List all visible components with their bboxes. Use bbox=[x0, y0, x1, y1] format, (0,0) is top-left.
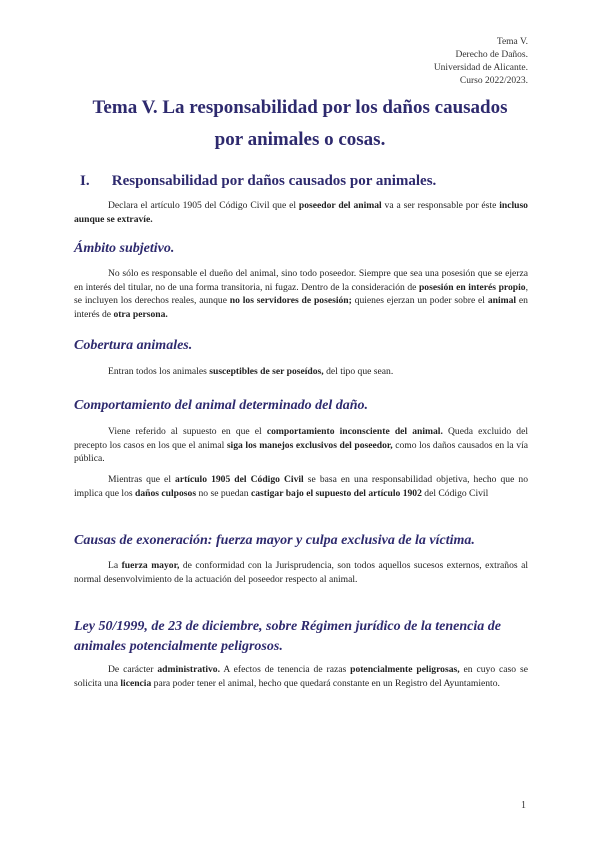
paragraph-responsabilidad-objetiva bbox=[74, 473, 528, 500]
bold-run: castigar bajo el supuesto del artículo 1902 bbox=[250, 487, 422, 499]
paragraph-fuerza-mayor bbox=[74, 559, 528, 586]
subheading-ley-50-1999: Ley 50/1999, de 23 de diciembre, sobre Régimen jurídico de la tenencia de animales potencialmente peligrosos. bbox=[74, 619, 501, 654]
text-run: no se puedan bbox=[196, 487, 251, 499]
subheading-cobertura: Cobertura animales. bbox=[74, 338, 193, 353]
text-run: de conformidad con la Jurisprudencia, son todos aquellos sucesos externos, extraños al normal desenvolvimiento de la actuación del poseedor respecto al animal. bbox=[74, 560, 528, 585]
header-topic: Tema V. bbox=[496, 37, 528, 47]
text-run: en interés de bbox=[74, 295, 528, 320]
title-line-1: Tema V. La responsabilidad por los daños causados bbox=[92, 97, 508, 118]
bold-run: daños culposos bbox=[135, 487, 197, 499]
bold-run: siga los manejos exclusivos del poseedor, bbox=[226, 439, 393, 451]
bold-run: animal bbox=[487, 295, 517, 306]
bold-run: artículo 1905 del Código Civil bbox=[175, 474, 304, 485]
bold-run: licencia bbox=[120, 677, 152, 689]
bold-run: poseedor del animal bbox=[298, 200, 382, 211]
text-run: Viene referido al supuesto en que el bbox=[108, 426, 267, 437]
text-run: del Código Civil bbox=[421, 487, 489, 499]
header-university: Universidad de Alicante. bbox=[433, 63, 528, 73]
subheading-exoneracion: Causas de exoneración: fuerza mayor y culpa exclusiva de la víctima. bbox=[74, 533, 475, 548]
subheading-comportamiento: Comportamiento del animal determinado del daño. bbox=[74, 398, 369, 413]
bold-run: administrativo. bbox=[157, 664, 220, 675]
paragraph-intro bbox=[74, 199, 528, 226]
text-run: quienes ejerzan un poder sobre el bbox=[351, 295, 488, 306]
paragraph-cobertura bbox=[74, 365, 528, 379]
page-number: 1 bbox=[521, 800, 526, 811]
text-run: como los daños causados en la vía pública. bbox=[74, 439, 528, 464]
text-run: La bbox=[108, 560, 122, 571]
text-run: Queda excluido del precepto los casos en los que el animal bbox=[74, 426, 528, 451]
section-heading bbox=[80, 173, 436, 190]
text-run: Declara el artículo 1905 del Código Civil que el bbox=[108, 200, 299, 211]
paragraph-ley bbox=[74, 663, 528, 690]
header-subject: Derecho de Daños. bbox=[455, 50, 528, 60]
section-number: I. bbox=[80, 173, 90, 189]
text-run: No sólo es responsable el dueño del animal, sino todo poseedor. Siempre que sea una posesión que se ejerza en interés del titular, no de una forma transitoria, ni fugaz. Dentro de la consideración de bbox=[74, 268, 528, 293]
paragraph-ambito bbox=[74, 267, 528, 321]
bold-run: otra persona. bbox=[113, 308, 168, 320]
bold-run: incluso aunque se extravíe. bbox=[74, 200, 528, 225]
title-line-2: por animales o cosas. bbox=[214, 129, 386, 150]
text-run: Entran todos los animales bbox=[108, 366, 210, 377]
text-run: del tipo que sean. bbox=[323, 366, 394, 377]
bold-run: posesión en interés propio bbox=[418, 281, 526, 293]
section-title: Responsabilidad por daños causados por animales. bbox=[111, 173, 437, 189]
text-run: , se incluyen los derechos reales, aunque bbox=[74, 281, 528, 306]
text-run: De carácter bbox=[108, 664, 158, 675]
text-run: se basa en una responsabilidad objetiva, hecho que no implica que los bbox=[74, 474, 528, 499]
bold-run: potencialmente peligrosas, bbox=[350, 664, 460, 675]
paragraph-comportamiento bbox=[74, 425, 528, 466]
text-run: Mientras que el bbox=[108, 474, 176, 485]
header-course: Curso 2022/2023. bbox=[459, 76, 528, 86]
subheading-ambito: Ámbito subjetivo. bbox=[74, 241, 175, 256]
bold-run: comportamiento inconsciente del animal. bbox=[266, 426, 443, 437]
text-run: A efectos de tenencia de razas bbox=[219, 664, 351, 675]
bold-run: no los servidores de posesión; bbox=[229, 295, 352, 306]
document-header bbox=[434, 36, 528, 88]
bold-run: fuerza mayor, bbox=[121, 560, 180, 571]
bold-run: susceptibles de ser poseídos, bbox=[209, 366, 324, 377]
text-run: va a ser responsable por éste bbox=[381, 200, 500, 211]
text-run: en cuyo caso se solicita una bbox=[74, 664, 528, 689]
page-title bbox=[60, 92, 540, 156]
text-run: para poder tener el animal, hecho que quedará constante en un Registro del Ayuntamiento. bbox=[151, 677, 500, 689]
